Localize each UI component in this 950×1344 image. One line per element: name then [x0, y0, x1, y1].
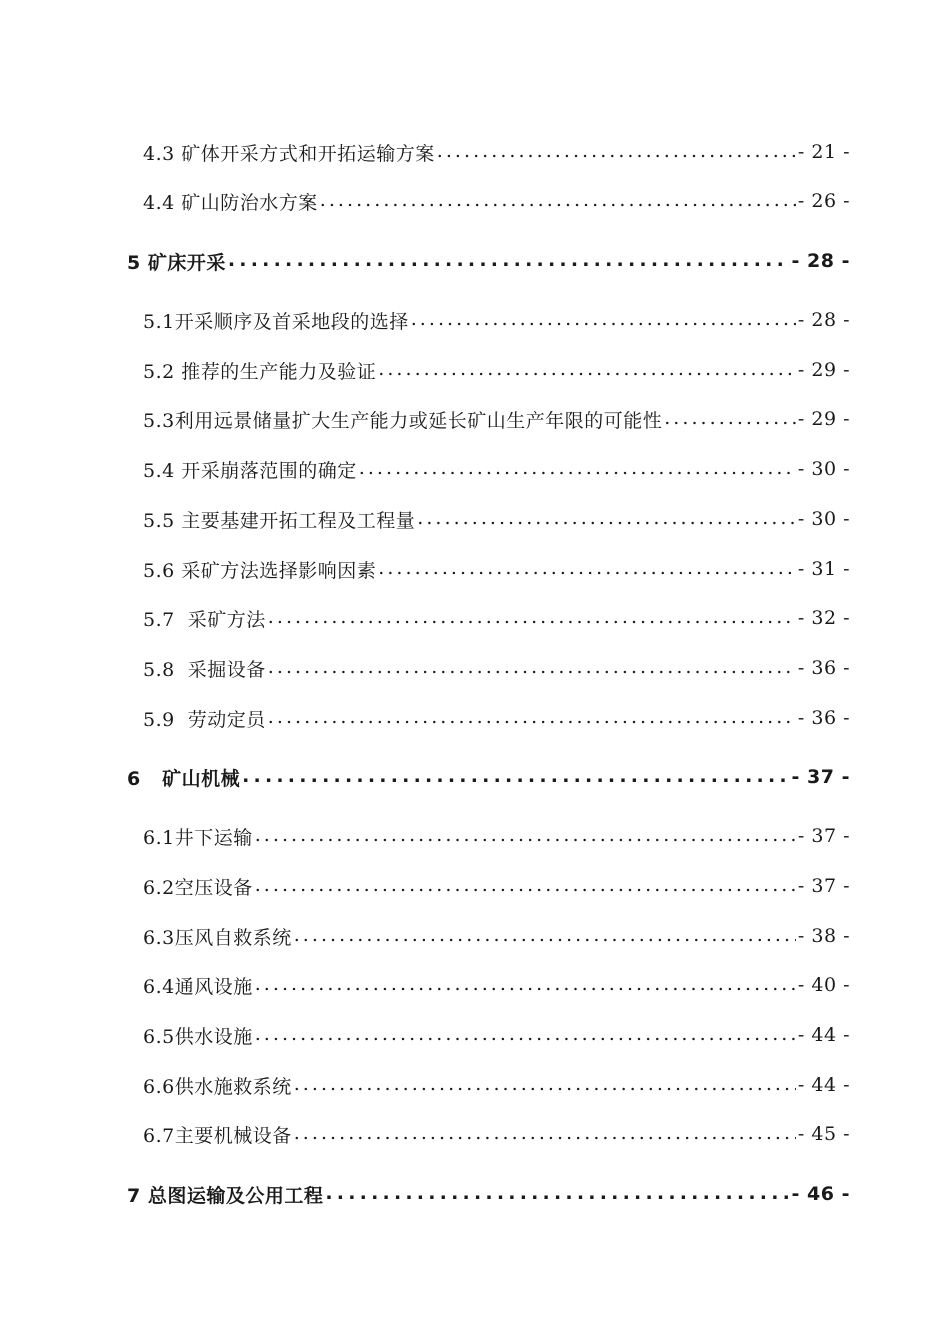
toc-entry-title: 6.5供水设施	[143, 1025, 253, 1048]
toc-entry-title: 6.3压风自救系统	[143, 926, 292, 949]
toc-leader-dots	[411, 304, 796, 336]
toc-entry-page: - 37 -	[797, 875, 850, 897]
toc-leader-dots	[359, 453, 796, 485]
toc-entry-6-7[interactable]	[143, 1118, 850, 1150]
toc-entry-page: - 21 -	[797, 141, 850, 163]
toc-chapter-page: - 46 -	[791, 1183, 850, 1205]
toc-leader-dots	[294, 920, 796, 952]
toc-entry-title: 5.8 采掘设备	[143, 658, 266, 681]
toc-entry-5-3[interactable]	[143, 403, 850, 435]
toc-entry-page: - 36 -	[797, 707, 850, 729]
toc-entry-5-1[interactable]	[143, 304, 850, 336]
toc-entry-page: - 29 -	[797, 408, 850, 430]
toc-entry-title: 5.7 采矿方法	[143, 608, 266, 631]
toc-entry-page: - 26 -	[797, 190, 850, 212]
toc-chapter-title: 7 总图运输及公用工程	[127, 1184, 324, 1207]
toc-entry-title: 4.3 矿体开采方式和开拓运输方案	[143, 142, 435, 165]
toc-chapter-5[interactable]	[127, 245, 850, 277]
toc-leader-dots	[320, 185, 796, 217]
toc-entry-page: - 29 -	[797, 359, 850, 381]
toc-entry-page: - 40 -	[797, 974, 850, 996]
toc-entry-5-7[interactable]	[143, 602, 850, 634]
toc-entry-5-8[interactable]	[143, 652, 850, 684]
toc-entry-title: 5.3利用远景储量扩大生产能力或延长矿山生产年限的可能性	[143, 409, 663, 432]
toc-entry-title: 6.7主要机械设备	[143, 1124, 292, 1147]
toc-chapter-page: - 28 -	[791, 250, 850, 272]
toc-chapter-7[interactable]	[127, 1178, 850, 1210]
toc-entry-title: 6.2空压设备	[143, 876, 253, 899]
toc-leader-dots	[255, 1019, 796, 1051]
toc-entry-page: - 44 -	[797, 1024, 850, 1046]
toc-leader-dots	[294, 1069, 796, 1101]
toc-leader-dots	[664, 403, 796, 435]
toc-chapter-title: 5 矿床开采	[127, 251, 226, 274]
toc-leader-dots	[268, 652, 796, 684]
toc-entry-5-5[interactable]	[143, 503, 850, 535]
toc-leader-dots	[417, 503, 796, 535]
toc-entry-5-6[interactable]	[143, 553, 850, 585]
toc-leader-dots	[294, 1118, 796, 1150]
toc-entry-page: - 30 -	[797, 508, 850, 530]
toc-entry-page: - 30 -	[797, 458, 850, 480]
toc-leader-dots	[255, 969, 796, 1001]
toc-leader-dots	[325, 1178, 789, 1210]
toc-entry-6-3[interactable]	[143, 920, 850, 952]
toc-entry-5-9[interactable]	[143, 702, 850, 734]
toc-chapter-page: - 37 -	[791, 766, 850, 788]
toc-leader-dots	[255, 870, 796, 902]
toc-chapter-title: 6 矿山机械	[127, 767, 241, 790]
toc-entry-4-3[interactable]	[143, 136, 850, 168]
toc-entry-title: 5.9 劳动定员	[143, 708, 266, 731]
toc-entry-page: - 45 -	[797, 1123, 850, 1145]
toc-leader-dots	[242, 761, 789, 793]
toc-leader-dots	[268, 702, 796, 734]
toc-entry-page: - 28 -	[797, 309, 850, 331]
toc-entry-page: - 44 -	[797, 1074, 850, 1096]
toc-entry-title: 5.5 主要基建开拓工程及工程量	[143, 509, 416, 532]
toc-entry-title: 6.4通风设施	[143, 975, 253, 998]
toc-entry-page: - 37 -	[797, 825, 850, 847]
toc-leader-dots	[378, 553, 796, 585]
toc-entry-page: - 38 -	[797, 925, 850, 947]
toc-entry-page: - 36 -	[797, 657, 850, 679]
toc-entry-6-2[interactable]	[143, 870, 850, 902]
toc-leader-dots	[437, 136, 796, 168]
toc-leader-dots	[378, 354, 796, 386]
toc-entry-title: 4.4 矿山防治水方案	[143, 191, 318, 214]
toc-entry-title: 5.6 采矿方法选择影响因素	[143, 559, 377, 582]
toc-entry-6-1[interactable]	[143, 820, 850, 852]
toc-chapter-6[interactable]	[127, 761, 850, 793]
toc-leader-dots	[255, 820, 796, 852]
toc-entry-title: 5.1开采顺序及首采地段的选择	[143, 310, 409, 333]
toc-leader-dots	[228, 245, 790, 277]
toc-entry-page: - 31 -	[797, 558, 850, 580]
toc-entry-6-5[interactable]	[143, 1019, 850, 1051]
toc-entry-4-4[interactable]	[143, 185, 850, 217]
toc-entry-6-6[interactable]	[143, 1069, 850, 1101]
toc-entry-5-4[interactable]	[143, 453, 850, 485]
toc-entry-5-2[interactable]	[143, 354, 850, 386]
toc-entry-title: 5.2 推荐的生产能力及验证	[143, 360, 377, 383]
toc-entry-title: 6.6供水施救系统	[143, 1075, 292, 1098]
toc-entry-title: 6.1井下运输	[143, 826, 253, 849]
toc-entry-title: 5.4 开采崩落范围的确定	[143, 459, 357, 482]
toc-leader-dots	[268, 602, 796, 634]
toc-entry-page: - 32 -	[797, 607, 850, 629]
toc-entry-6-4[interactable]	[143, 969, 850, 1001]
